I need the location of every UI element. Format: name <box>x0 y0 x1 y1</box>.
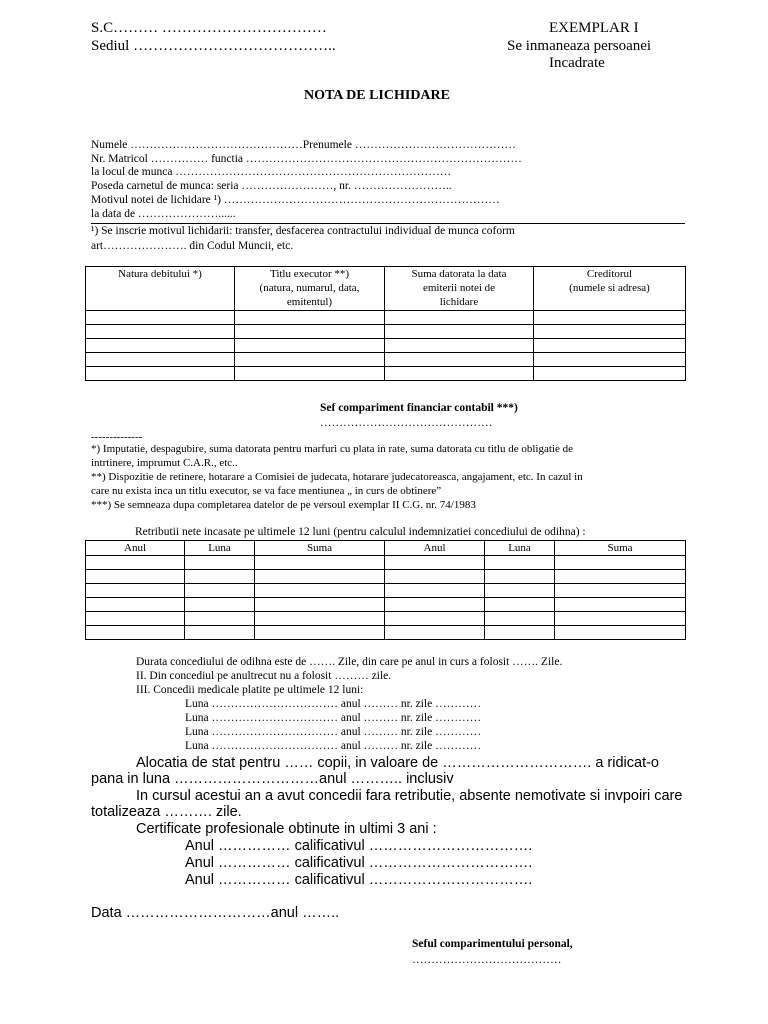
medical-leave-row: Luna …………………………… anul ……… nr. zile ………… <box>185 740 482 752</box>
note-2-cont: care nu exista inca un titlu executor, se va face mentiunea „ in curs de obtinere” <box>91 485 442 497</box>
header-year-2: Anul <box>385 541 485 556</box>
allowance-line: Alocatia de stat pentru …… copii, in valoare de …………………………. a ridicat-o <box>136 755 659 771</box>
notes-separator: -------------- <box>91 431 143 443</box>
unpaid-leave-line-2: totalizeaza ………. zile. <box>91 804 242 820</box>
certificate-row: Anul …………… calificativul ……………………………. <box>185 872 533 888</box>
workplace-field: la locul de munca ……………………………………………………………… <box>91 166 452 178</box>
table-row <box>86 584 686 598</box>
table-row <box>86 570 686 584</box>
date-field: la data de …………………...... <box>91 208 236 220</box>
debts-table-header <box>86 267 686 311</box>
leave-previous-year: II. Din concediul pe anultrecut nu a folosit ……… zile. <box>136 670 392 682</box>
company-field: S.C……… …………………………… <box>91 20 327 36</box>
allowance-line-2: pana in luna …………………………anul ……….. inclusiv <box>91 771 454 787</box>
table-row <box>86 325 686 339</box>
header-debt-nature: Natura debitului *) <box>86 267 235 311</box>
table-row <box>86 626 686 640</box>
financial-chief-signature: ……………………………………… <box>320 417 493 429</box>
table-row <box>86 353 686 367</box>
certificate-row: Anul …………… calificativul ……………………………. <box>185 838 533 854</box>
leave-duration: Durata concediului de odihna este de ……. Zile, din care pe anul in curs a folosit ……. Zile. <box>136 656 563 668</box>
reason-field: Motivul notei de lichidare ¹) ……………………………………………………………… <box>91 194 500 206</box>
note-1: *) Imputatie, despagubire, suma datorata pentru marfuri cu plata in rate, suma datorata cu titlu de obligatie de <box>91 443 573 455</box>
page-title: NOTA DE LICHIDARE <box>304 88 450 103</box>
salary-table-caption: Retributii nete incasate pe ultimele 12 luni (pentru calculul indemnizatiei concediului de odihna) : <box>135 526 586 538</box>
header-amount-2: Suma <box>555 541 686 556</box>
footnote-divider <box>91 223 685 224</box>
workbook-field: Poseda carnetul de munca: seria ……………………, nr. …………………….. <box>91 180 452 192</box>
footnote-reason-2: art…………………. din Codul Muncii, etc. <box>91 240 294 252</box>
table-row <box>86 556 686 570</box>
date-line: Data …………………………anul …….. <box>91 905 340 921</box>
note-3: ***) Se semneaza dupa completarea datelor de pe versoul exemplar II C.G. nr. 74/1983 <box>91 499 476 511</box>
handed-label: Se inmaneaza persoanei <box>507 38 652 54</box>
header-amount-due: Suma datorata la data emiterii notei de lichidare <box>385 267 534 311</box>
certificate-row: Anul …………… calificativul ……………………………. <box>185 855 533 871</box>
medical-leave-row: Luna …………………………… anul ……… nr. zile ………… <box>185 726 482 738</box>
header-creditor: Creditorul (numele si adresa) <box>534 267 686 311</box>
medical-leave-row: Luna …………………………… anul ……… nr. zile ………… <box>185 698 482 710</box>
unpaid-leave-line: In cursul acestui an a avut concedii fara retributie, absente nemotivate si invpoiri care <box>136 788 683 804</box>
copy-label: EXEMPLAR I <box>549 20 639 36</box>
matricol-field: Nr. Matricol …………… functia ……………………………………………………………… <box>91 153 522 165</box>
table-row <box>86 367 686 381</box>
header-month-2: Luna <box>485 541 555 556</box>
header-month: Luna <box>185 541 255 556</box>
note-1-cont: intrtinere, imprumut C.A.R., etc.. <box>91 457 238 469</box>
salary-table <box>85 540 686 640</box>
header-year: Anul <box>86 541 185 556</box>
table-row <box>86 612 686 626</box>
note-2: **) Dispozitie de retinere, hotarare a Comisiei de judecata, hotarare judecatoreasca, angajament, etc. In cazul in <box>91 471 583 483</box>
certificates-title: Certificate profesionale obtinute in ultimi 3 ani : <box>136 821 437 837</box>
medical-leave-row: Luna …………………………… anul ……… nr. zile ………… <box>185 712 482 724</box>
table-row <box>86 598 686 612</box>
financial-chief-title: Sef compariment financiar contabil ***) <box>320 402 518 414</box>
header-amount: Suma <box>255 541 385 556</box>
footnote-reason: ¹) Se inscrie motivul lichidarii: transfer, desfacerea contractului individual de munca coform <box>91 225 515 237</box>
salary-table-header <box>86 541 686 556</box>
debts-table <box>85 266 686 381</box>
seat-field: Sediul ………………………………….. <box>91 38 336 54</box>
hr-chief-signature: ………………………………… <box>412 954 562 966</box>
hr-chief-title: Seful comparimentului personal, <box>412 938 573 950</box>
medical-leave-title: III. Concedii medicale platite pe ultimele 12 luni: <box>136 684 364 696</box>
table-row <box>86 311 686 325</box>
header-enforcement-title: Titlu executor **) (natura, numarul, data, emitentul) <box>235 267 385 311</box>
name-field: Numele ………………………………………Prenumele …………………………………… <box>91 139 516 151</box>
table-row <box>86 339 686 353</box>
handed-label-2: Incadrate <box>549 55 605 71</box>
